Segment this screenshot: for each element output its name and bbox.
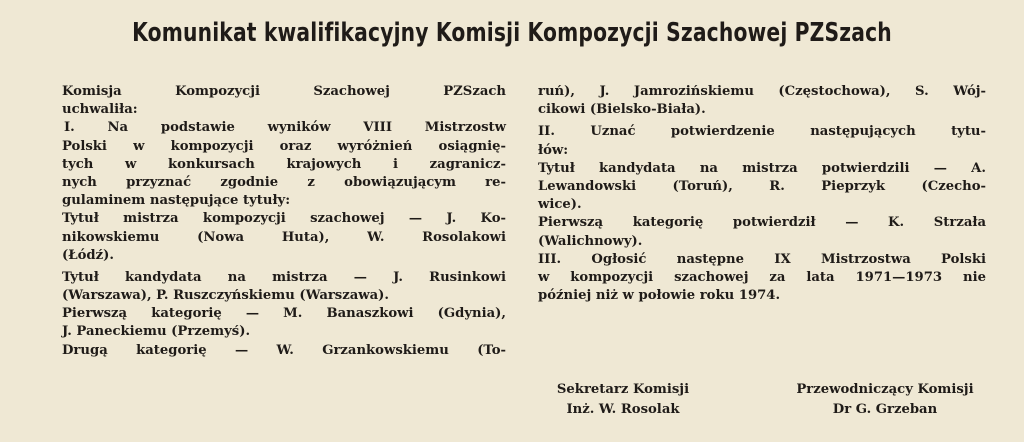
- text-line: Tytuł kandydata na mistrza — J. Rusinkowi: [62, 269, 506, 285]
- text-line: (Warszawa), P. Ruszczyńskiemu (Warszawa).: [62, 288, 389, 304]
- text-line: nych przyznać zgodnie z obowiązującym re-: [62, 174, 506, 190]
- text-line: Polski w kompozycji oraz wyróżnień osiągnię-: [62, 138, 506, 154]
- text-line: J. Paneckiemu (Przemyś).: [62, 324, 251, 340]
- chair-name: Dr G. Grzeban: [832, 402, 938, 417]
- text-line: I. Na podstawie wyników VIII Mistrzostw: [64, 120, 506, 136]
- right-column: [538, 83, 986, 305]
- chair-title: Przewodniczący Komisji: [796, 382, 974, 397]
- text-line: Komisja Kompozycji Szachowej PZSzach: [62, 84, 506, 99]
- text-line: wice).: [538, 197, 582, 213]
- text-line: w kompozycji szachowej za lata 1971—1973 nie: [538, 269, 986, 285]
- secretary-title: Sekretarz Komisji: [556, 382, 690, 397]
- secretary-name: Inż. W. Rosolak: [566, 402, 680, 417]
- document-title: Komunikat kwalifikacyjny Komisji Kompozycji Szachowej PZSzach: [132, 18, 892, 48]
- text-line: gulaminem następujące tytuły:: [62, 193, 291, 209]
- chair-signature: [780, 380, 990, 420]
- text-line: (Łódź).: [62, 247, 114, 263]
- left-column: [62, 83, 506, 360]
- text-line: Pierwszą kategorię potwierdził — K. Strzała: [538, 215, 986, 231]
- text-line: łów:: [538, 142, 569, 158]
- text-line: tych w konkursach krajowych i zagranicz-: [62, 156, 506, 172]
- text-line: uchwaliła:: [62, 102, 138, 118]
- text-line: nikowskiemu (Nowa Huta), W. Rosolakowi: [62, 229, 506, 245]
- text-line: Tytuł mistrza kompozycji szachowej — J. Ko-: [62, 211, 506, 227]
- text-line: Pierwszą kategorię — M. Banaszkowi (Gdynia),: [62, 306, 506, 322]
- secretary-signature: [538, 380, 708, 420]
- text-line: cikowi (Bielsko-Biała).: [538, 102, 706, 118]
- text-line: (Walichnowy).: [538, 233, 643, 249]
- text-line: III. Ogłosić następne IX Mistrzostwa Polski: [538, 251, 986, 267]
- text-line: Drugą kategorię — W. Grzankowskiemu (To-: [62, 342, 506, 358]
- text-line: później niż w połowie roku 1974.: [538, 288, 781, 304]
- text-line: Tytuł kandydata na mistrza potwierdzili — A.: [538, 160, 986, 176]
- text-line: II. Uznać potwierdzenie następujących tytu-: [538, 124, 986, 140]
- text-line: Lewandowski (Toruń), R. Pieprzyk (Czecho-: [538, 178, 986, 194]
- text-line: ruń), J. Jamrozińskiemu (Częstochowa), S. Wój-: [538, 84, 986, 99]
